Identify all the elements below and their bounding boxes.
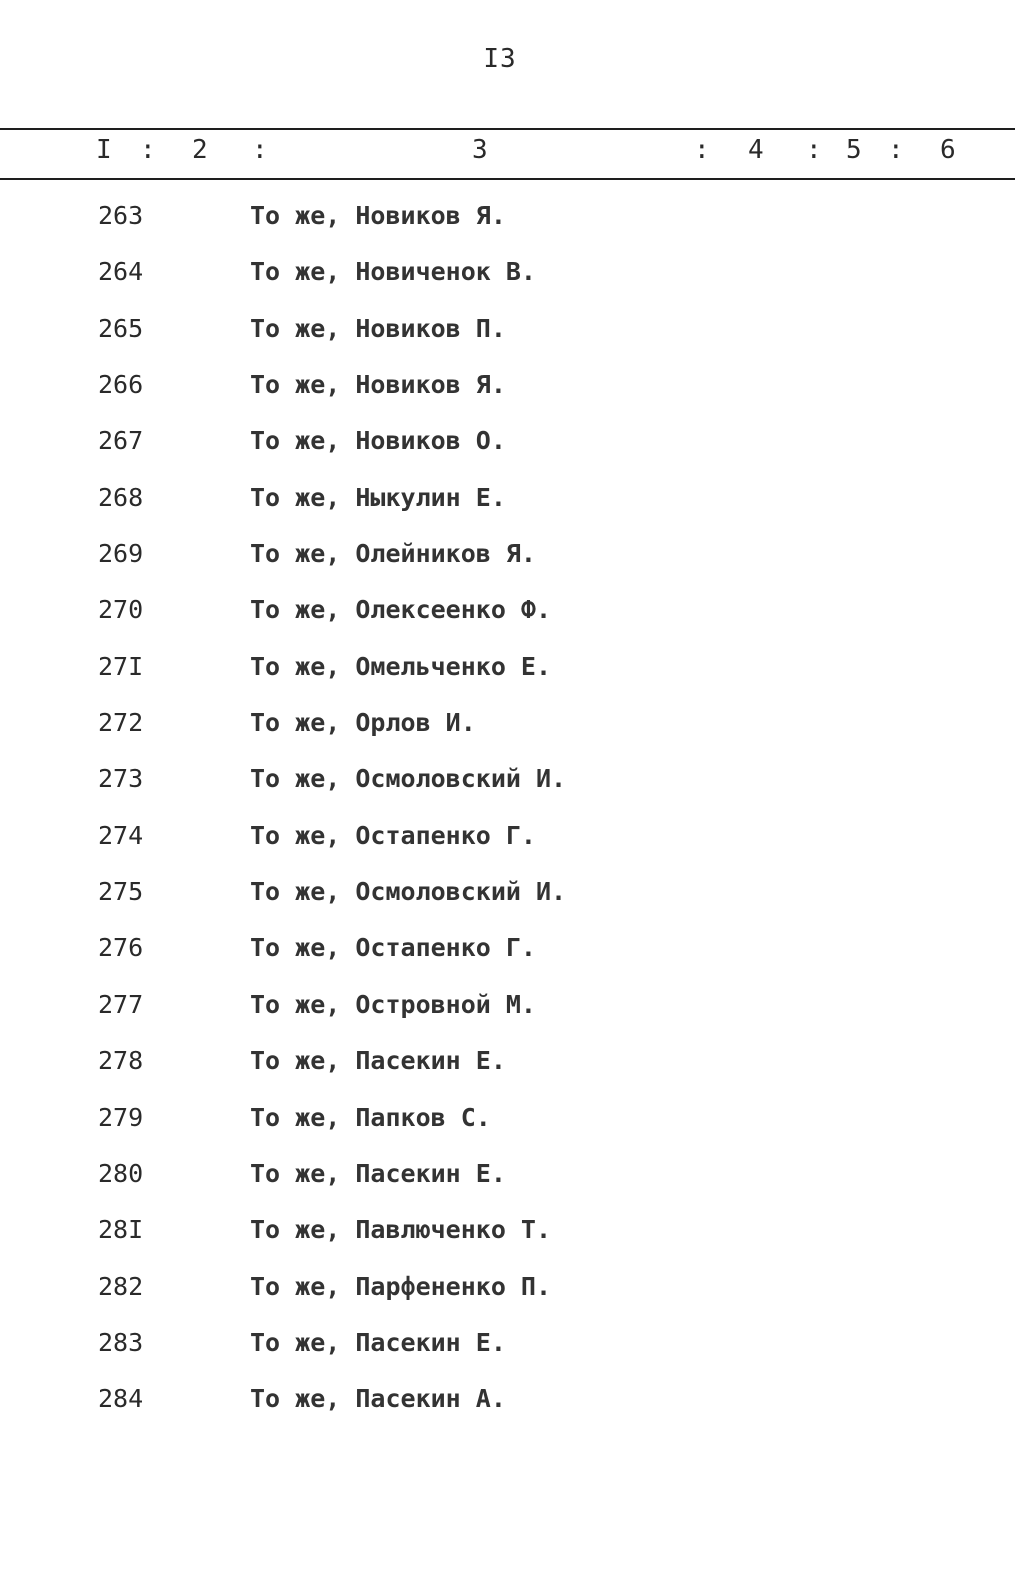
entry-number: 273 — [98, 764, 144, 794]
header-rule-top — [0, 128, 1015, 130]
column-header-1: I — [96, 135, 112, 165]
list-item — [0, 590, 1015, 646]
entry-number: 269 — [98, 539, 144, 569]
column-header-3: 3 — [472, 135, 488, 165]
entry-text: То же, Парфененко П. — [250, 1271, 552, 1301]
entry-text: То же, Пасекин Е. — [250, 1046, 506, 1076]
entry-number: 283 — [98, 1327, 144, 1357]
entry-text: То же, Олексеенко Ф. — [250, 595, 552, 625]
list-item — [0, 1323, 1015, 1379]
list-item — [0, 196, 1015, 252]
column-header-2: 2 — [192, 135, 208, 165]
entry-text: То же, Осмоловский И. — [250, 764, 567, 794]
entry-text: То же, Павлюченко Т. — [250, 1215, 552, 1245]
entry-text: То же, Папков С. — [250, 1102, 491, 1132]
entry-number: 280 — [98, 1158, 144, 1188]
list-item — [0, 647, 1015, 703]
list-item — [0, 421, 1015, 477]
entry-number: 266 — [98, 370, 144, 400]
entry-text: То же, Остапенко Г. — [250, 820, 536, 850]
entry-text: То же, Новиков Я. — [250, 370, 506, 400]
entry-number: 268 — [98, 482, 144, 512]
entry-number: 267 — [98, 426, 144, 456]
entry-text: То же, Пасекин Е. — [250, 1158, 506, 1188]
list-item — [0, 1379, 1015, 1435]
entry-text: То же, Новиков Я. — [250, 201, 506, 230]
entry-number: 28I — [98, 1215, 144, 1245]
header-rule-bottom — [0, 178, 1015, 180]
entry-text: То же, Пасекин Е. — [250, 1327, 506, 1357]
entry-number: 270 — [98, 595, 144, 625]
list-item — [0, 928, 1015, 984]
list-item — [0, 309, 1015, 365]
column-header-separator: : — [252, 135, 268, 165]
entry-text: То же, Пасекин А. — [250, 1384, 506, 1414]
page-number: I3 — [483, 44, 517, 74]
list-item — [0, 985, 1015, 1041]
column-header-5: 5 — [846, 135, 862, 165]
list-item — [0, 252, 1015, 308]
column-header-separator: : — [806, 135, 822, 165]
column-header-separator: : — [888, 135, 904, 165]
list-item — [0, 759, 1015, 815]
entry-number: 263 — [98, 201, 144, 230]
list-item — [0, 1098, 1015, 1154]
entry-number: 276 — [98, 933, 144, 963]
list-item — [0, 534, 1015, 590]
list-item — [0, 1267, 1015, 1323]
entry-text: То же, Ныкулин Е. — [250, 482, 506, 512]
entry-number: 282 — [98, 1271, 144, 1301]
column-header-6: 6 — [940, 135, 956, 165]
entry-number: 264 — [98, 257, 144, 287]
column-header-separator: : — [140, 135, 156, 165]
entry-number: 284 — [98, 1384, 144, 1414]
entry-text: То же, Новиченок В. — [250, 257, 536, 287]
list-item — [0, 1210, 1015, 1266]
list-item — [0, 703, 1015, 759]
list-item — [0, 872, 1015, 928]
list-item — [0, 478, 1015, 534]
entry-number: 278 — [98, 1046, 144, 1076]
entry-number: 274 — [98, 820, 144, 850]
entry-text: То же, Омельченко Е. — [250, 651, 552, 681]
entry-text: То же, Остапенко Г. — [250, 933, 536, 963]
entry-number: 27I — [98, 651, 144, 681]
entry-text: То же, Олейников Я. — [250, 539, 536, 569]
entry-number: 265 — [98, 313, 144, 343]
column-header-4: 4 — [748, 135, 764, 165]
entry-text: То же, Осмоловский И. — [250, 877, 567, 907]
list-item — [0, 1041, 1015, 1097]
entry-number: 275 — [98, 877, 144, 907]
list-item — [0, 1154, 1015, 1210]
entry-text: То же, Новиков О. — [250, 426, 506, 456]
entry-text: То же, Орлов И. — [250, 708, 476, 738]
entry-text: То же, Островной М. — [250, 989, 536, 1019]
list-item — [0, 816, 1015, 872]
list-item — [0, 365, 1015, 421]
entry-number: 279 — [98, 1102, 144, 1132]
register-list — [0, 196, 1015, 1436]
entry-text: То же, Новиков П. — [250, 313, 506, 343]
entry-number: 277 — [98, 989, 144, 1019]
column-header-separator: : — [694, 135, 710, 165]
entry-number: 272 — [98, 708, 144, 738]
